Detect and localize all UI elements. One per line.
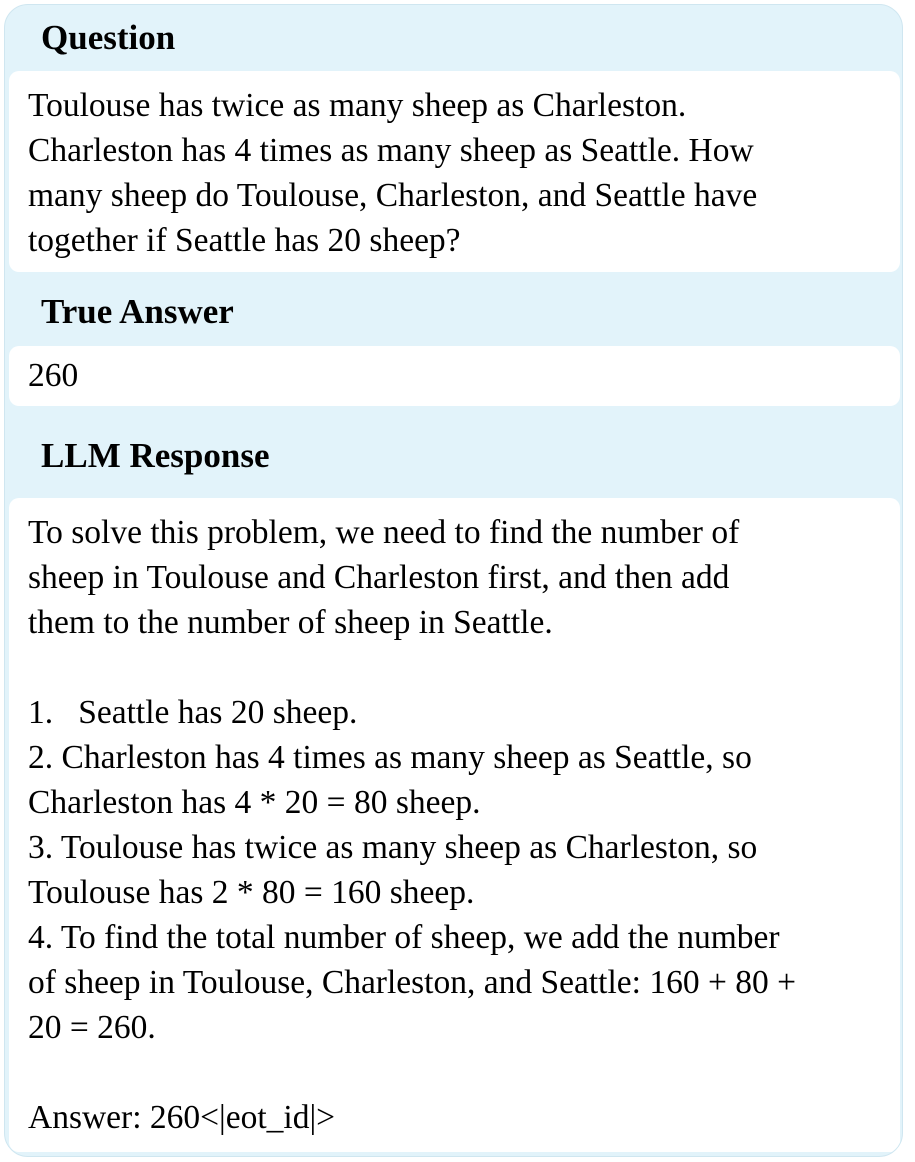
llm-response-box bbox=[9, 498, 900, 1152]
question-header: Question bbox=[41, 18, 176, 57]
response-step-line: Charleston has 4 * 20 = 80 sheep. bbox=[28, 784, 481, 821]
response-answer-line: Answer: 260<|eot_id|> bbox=[28, 1099, 336, 1136]
question-line: Toulouse has twice as many sheep as Charleston. bbox=[28, 87, 687, 124]
true-answer-value: 260 bbox=[28, 357, 79, 394]
question-box bbox=[9, 71, 900, 272]
question-line: together if Seattle has 20 sheep? bbox=[28, 222, 461, 259]
question-line: Charleston has 4 times as many sheep as Seattle. How bbox=[28, 132, 754, 169]
blank-line bbox=[28, 1050, 892, 1095]
blank-line bbox=[28, 645, 892, 690]
qa-card bbox=[4, 4, 903, 1157]
response-step-line: of sheep in Toulouse, Charleston, and Seattle: 160 + 80 + bbox=[28, 964, 796, 1001]
response-line: To solve this problem, we need to find the number of bbox=[28, 514, 740, 551]
response-step-line: 1. Seattle has 20 sheep. bbox=[28, 694, 358, 731]
response-line: them to the number of sheep in Seattle. bbox=[28, 604, 553, 641]
response-step-line: 3. Toulouse has twice as many sheep as Charleston, so bbox=[28, 829, 758, 866]
response-step-line: Toulouse has 2 * 80 = 160 sheep. bbox=[28, 874, 475, 911]
response-step-line: 2. Charleston has 4 times as many sheep as Seattle, so bbox=[28, 739, 752, 776]
true-answer-box bbox=[9, 346, 900, 406]
true-answer-header: True Answer bbox=[41, 292, 234, 331]
llm-response-header: LLM Response bbox=[41, 436, 270, 475]
response-step-line: 20 = 260. bbox=[28, 1009, 156, 1046]
response-line: sheep in Toulouse and Charleston first, and then add bbox=[28, 559, 730, 596]
question-line: many sheep do Toulouse, Charleston, and Seattle have bbox=[28, 177, 758, 214]
response-step-line: 4. To find the total number of sheep, we add the number bbox=[28, 919, 780, 956]
